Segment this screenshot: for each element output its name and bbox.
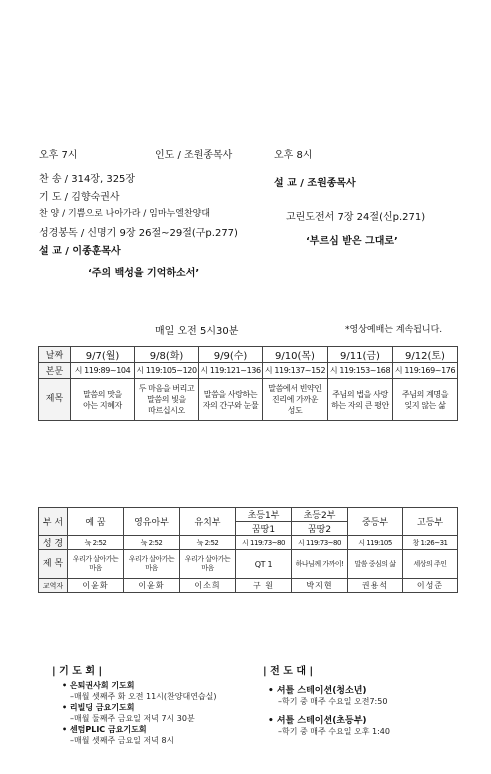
text-cell: 시 119:121~136	[199, 363, 263, 379]
dept-title-row	[39, 550, 458, 579]
evening7-sermon-title: ‘주의 백성을 기억하소서’	[88, 268, 200, 279]
evangelism-name: • 셔틀 스테이션(청소년)	[268, 686, 367, 696]
evening7-leader	[155, 146, 232, 161]
text-cell: 시 119:153~168	[328, 363, 393, 379]
evangelism-item	[268, 683, 387, 707]
scripture-label: 성 경	[39, 536, 68, 550]
scripture-cell: 시 119:105	[348, 536, 403, 550]
dept-name: 고등부	[403, 508, 458, 536]
evening7-choir: 찬 양 / 기쁨으로 나아가라 / 임마누엘찬양대	[39, 209, 211, 219]
dawn-date-row	[39, 347, 458, 363]
text-cell: 시 119:89~104	[71, 363, 135, 379]
title-cell	[71, 379, 135, 421]
evening7-time: 오후 7시	[39, 150, 78, 161]
teacher-cell: 박지현	[292, 579, 348, 593]
prayer-meeting-item	[62, 724, 174, 746]
evening7-preacher: 설 교 / 이종훈목사	[39, 246, 121, 257]
date-cell: 9/9(수)	[199, 347, 263, 363]
title-line: 우리가 살아가는	[184, 555, 231, 563]
evening7-leader-text: 인도 / 조원종목사	[155, 150, 233, 161]
date-cell: 9/10(목)	[263, 347, 328, 363]
title-cell	[199, 379, 263, 421]
dept-name: 예 꿈	[68, 508, 124, 536]
dept-name: 초등2부	[292, 508, 348, 522]
title-line: 잊지 않는 삶	[404, 400, 446, 410]
dept-name: 초등1부	[236, 508, 292, 522]
scripture-cell: 눅 2:52	[180, 536, 236, 550]
dawn-heading: 매일 오전 5시30분	[155, 326, 239, 337]
dept-label: 부 서	[39, 508, 68, 536]
dept-subname: 꿈땅1	[236, 522, 292, 536]
dept-name: 중등부	[348, 508, 403, 536]
scripture-cell: 눅 2:52	[68, 536, 124, 550]
title-line: 말씀에서 빈약인	[268, 384, 322, 393]
prayer-meeting-detail: –매월 셋째주 금요일 저녁 8시	[70, 736, 175, 745]
evangelism-detail: –학기 중 매주 수요일 오전7:50	[278, 697, 388, 706]
title-line: 진리에 가까운	[271, 395, 319, 404]
title-cell	[263, 379, 328, 421]
text-cell: 시 119:169~176	[393, 363, 458, 379]
scripture-cell: 눅 2:52	[124, 536, 180, 550]
evangelism-detail: –학기 중 매주 수요일 오후 1:40	[278, 727, 390, 736]
dept-title-cell: 말씀 중심의 삶	[348, 550, 403, 579]
title-line: 자의 간구와 눈물	[202, 400, 259, 410]
title-line: 마음	[89, 564, 102, 572]
title-label: 제 목	[39, 550, 68, 579]
title-line: 우리가 살아가는	[128, 555, 175, 563]
teacher-cell: 이윤화	[68, 579, 124, 593]
scripture-cell: 시 119:73~80	[236, 536, 292, 550]
dept-name: 유치부	[180, 508, 236, 536]
evangelism-name: • 셔틀 스테이션(초등부)	[268, 716, 367, 726]
evangelism-name-text: 셔틀 스테이션(청소년)	[276, 686, 367, 696]
title-line: 말씀의 맛을	[83, 389, 122, 399]
prayer-meeting-name-text: 센텀PLIC 금요기도회	[69, 725, 147, 734]
date-label: 날짜	[39, 347, 71, 363]
text-cell: 시 119:137~152	[263, 363, 328, 379]
title-label: 제목	[39, 379, 71, 421]
title-line: 주님의 법을 사랑	[332, 389, 388, 399]
title-line: 하는 자의 큰 평안	[331, 400, 389, 410]
evening7-prayer: 기 도 / 김향숙권사	[39, 192, 120, 203]
title-line: 성도	[287, 406, 303, 415]
prayer-meeting-name: • 리빌딩 금요기도회	[62, 703, 135, 712]
prayer-meeting-item	[62, 702, 195, 724]
date-cell: 9/12(토)	[393, 347, 458, 363]
teacher-cell: 권용석	[348, 579, 403, 593]
title-line: 우리가 살아가는	[72, 555, 119, 563]
dawn-text-row	[39, 363, 458, 379]
date-cell: 9/7(월)	[71, 347, 135, 363]
evening8-scripture: 고린도전서 7장 24절(신p.271)	[286, 212, 426, 223]
dept-title-cell	[124, 550, 180, 579]
dept-title-cell: QT 1	[236, 550, 292, 579]
text-cell: 시 119:105~120	[135, 363, 199, 379]
title-cell	[135, 379, 199, 421]
text-label: 본문	[39, 363, 71, 379]
date-cell: 9/8(화)	[135, 347, 199, 363]
evangelism-item	[268, 713, 390, 737]
title-cell	[393, 379, 458, 421]
title-line: 아는 지혜자	[83, 400, 122, 410]
prayer-meeting-item	[62, 680, 217, 702]
dept-header-row	[39, 508, 458, 522]
evening7-hymn: 찬 송 / 314장, 325장	[39, 174, 136, 185]
department-table	[38, 507, 458, 593]
evening8-preacher: 설 교 / 조원종목사	[274, 178, 356, 189]
dept-title-cell	[68, 550, 124, 579]
prayer-meeting-name: • 은퇴권사회 기도회	[62, 681, 135, 690]
evening8-time: 오후 8시	[274, 150, 313, 161]
evangelism-name-text: 셔틀 스테이션(초등부)	[276, 716, 367, 726]
prayer-meeting-name: • 센텀PLIC 금요기도회	[62, 725, 147, 734]
prayer-meeting-detail: –매월 셋째주 화 오전 11시(찬양대연습실)	[70, 692, 217, 701]
teacher-cell: 이소희	[180, 579, 236, 593]
evening8-sermon-title: ‘부르심 받은 그대로’	[306, 236, 398, 247]
dept-title-cell: 하나님께 가까이!	[292, 550, 348, 579]
teacher-cell: 이성준	[403, 579, 458, 593]
dept-name: 영유아부	[124, 508, 180, 536]
teacher-cell: 구 원	[236, 579, 292, 593]
title-line: 말씀을 사랑하는	[203, 389, 258, 399]
dept-teacher-row	[39, 579, 458, 593]
evangelism-title: | 전 도 대 |	[263, 666, 314, 677]
prayer-meeting-detail: –매월 둘째주 금요일 저녁 7시 30분	[70, 714, 195, 723]
dept-title-cell	[180, 550, 236, 579]
title-line: 마음	[145, 564, 158, 572]
dawn-schedule-table	[38, 346, 458, 421]
dept-subname: 꿈땅2	[292, 522, 348, 536]
title-line: 두 마음을 버리고	[138, 384, 195, 393]
teacher-cell: 이윤화	[124, 579, 180, 593]
prayer-meeting-name-text: 리빌딩 금요기도회	[69, 703, 135, 712]
dawn-note: *영상예배는 계속됩니다.	[345, 325, 443, 335]
title-line: 마음	[201, 564, 214, 572]
date-cell: 9/11(금)	[328, 347, 393, 363]
title-line: 주님의 계명을	[401, 389, 449, 399]
teacher-label: 교역자	[39, 579, 68, 593]
prayer-meeting-name-text: 은퇴권사회 기도회	[69, 681, 135, 690]
dawn-title-row	[39, 379, 458, 421]
title-cell	[328, 379, 393, 421]
dept-title-cell: 세상의 주인	[403, 550, 458, 579]
dept-scripture-row	[39, 536, 458, 550]
prayer-meetings-title: | 기 도 회 |	[52, 666, 103, 677]
evening7-scripture: 성경봉독 / 신명기 9장 26절~29절(구p.277)	[39, 228, 238, 239]
title-line: 따르십시오	[148, 406, 185, 415]
scripture-cell: 창 1:26~31	[403, 536, 458, 550]
title-line: 말씀의 빛을	[147, 395, 186, 404]
scripture-cell: 시 119:73~80	[292, 536, 348, 550]
